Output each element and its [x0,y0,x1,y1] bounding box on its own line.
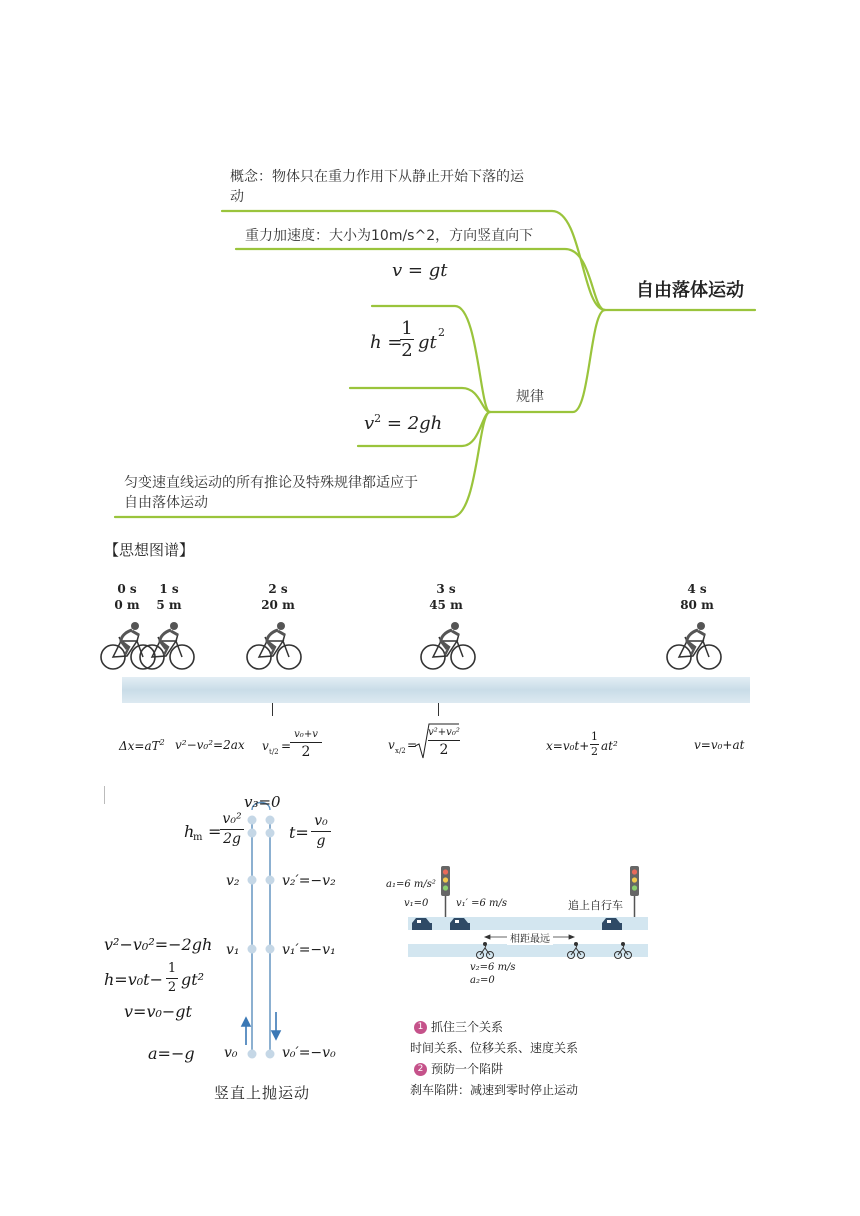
bike-acceleration-label: a₂=0 [470,975,495,986]
formula-h-denominator: 2 [401,340,413,361]
time-label: 1 s [159,582,179,596]
cyclist-4s-icon [667,622,721,669]
point-2-badge: 2 [414,1063,427,1076]
road-strip [122,677,750,703]
bike-velocity-label: v₂=6 m/s [470,962,516,973]
mid-time-v: v [262,739,269,753]
formula-v2-ax: v²−v₀²=2ax [175,738,245,752]
hm-subscript: m [193,832,203,843]
formula-mid-time-velocity: v t/2 = v₀+v 2 [262,728,322,764]
distance-label: 5 m [156,598,182,612]
inference-line-1: 匀变速直线运动的所有推论及特殊规律都适应于 [124,475,418,491]
eq2-rhs: gt² [181,970,205,989]
cyclist-3s-icon [421,622,475,669]
marker-tick [272,703,273,716]
eq-velocity: v=v₀−gt [124,1002,192,1021]
time-label: 0 s [117,582,137,596]
cyclists [0,620,860,675]
hm-lhs: h [184,822,195,841]
cyclist-2s-icon [247,622,301,669]
eq-velocity-displacement: v²−v₀²=−2gh [104,935,213,954]
formula-mid-position-velocity: v x/2 = v²+v₀² 2 [388,720,460,764]
formula-h-numerator: 1 [401,318,413,339]
eq2-denominator: 2 [167,980,177,995]
formula-v2-lhs: v [364,413,375,434]
formula-v2-rhs: = 2gh [386,413,443,434]
time-point-0 [110,581,144,613]
displacement-denominator: 2 [591,745,598,758]
hm-denominator: 2g [223,831,241,847]
hm-numerator: v₀² [220,810,244,830]
vertical-throw-title: 竖直上抛运动 [214,1084,311,1102]
formula-v-squared [364,412,442,434]
v3-label: v₃=0 [244,793,281,811]
formula-h-rhs: gt [418,332,437,353]
point-1-text: 抓住三个关系 [431,1020,504,1034]
v0-label: v₀ [224,1045,238,1061]
formula-v-gt: v = gt [392,260,448,281]
eq2-numerator: 1 [166,960,178,979]
car-acceleration-label: a₁=6 m/s² [386,879,436,890]
marker-tick [438,703,439,716]
distance-label: 0 m [114,598,140,612]
time-to-top-formula [289,812,339,856]
point-1-badge: 1 [414,1021,427,1034]
time-point-2 [257,581,299,613]
max-gap-label: 相距最远 [507,930,553,945]
t-denominator: g [316,833,326,849]
v2-label: v₂ [226,873,240,889]
formula-delta-x: $\Delta x=aT^2$ [119,738,165,753]
cyclist-1s-icon [140,622,194,669]
traffic-light-left-icon [441,866,450,918]
max-height-formula: h m = $\frac{\text{v₀²}}{2g}$ [184,810,244,854]
formula-velocity: v=v₀+at [694,738,745,752]
time-label: 2 s [268,582,288,596]
eq2-lhs: h=v₀t− [104,970,163,989]
concept-line-2: 动 [230,189,244,205]
concept-line-1: 概念：物体只在重力作用下从静止开始下落的运 [230,169,524,185]
rules-node: 规律 [516,389,544,405]
mid-position-numerator: v²+v₀² [428,726,460,741]
catch-up-label: 追上自行车 [568,899,623,912]
displacement-lhs: x=v₀t+ [546,739,590,753]
time-point-4 [676,581,718,613]
displacement-numerator: 1 [591,730,598,743]
point-1-detail: 时间关系、位移关系、速度关系 [410,1041,579,1055]
t-numerator: v₀ [311,812,331,832]
formula-v2-exponent: 2 [374,412,382,425]
point-2-text: 预防一个陷阱 [431,1062,504,1076]
point-2-detail: 刹车陷阱：减速到零时停止运动 [410,1083,579,1097]
gravity-text: 重力加速度：大小为10m/s^2，方向竖直向下 [245,228,534,244]
distance-label: 45 m [429,598,463,612]
left-margin-line [104,786,105,804]
time-label: 3 s [436,582,456,596]
t-lhs: t= [289,823,309,842]
formula-h-exponent: 2 [438,326,445,339]
v2-prime-label: v₂′=−v₂ [282,873,336,889]
mid-position-v: v [388,738,395,752]
distance-label: 80 m [680,598,714,612]
point-1 [414,1018,503,1035]
formula-delta-x-text: Δx=aT [119,739,160,753]
distance-label: 20 m [261,598,295,612]
concept-text [230,167,524,207]
traffic-light-right-icon [630,866,639,918]
car-velocity-label: v₁′ =6 m/s [456,898,508,909]
inference-line-2: 自由落体运动 [124,495,208,511]
mid-time-denominator: 2 [301,744,311,760]
time-point-1 [152,581,186,613]
formula-displacement [546,728,646,764]
root-node: 自由落体运动 [636,280,744,301]
point-2 [414,1060,503,1077]
v1-label: v₁ [226,942,240,958]
v0-prime-label: v₀′=−v₀ [282,1045,336,1061]
pursuit-scene [400,862,650,972]
car-initial-velocity-label: v₁=0 [404,898,429,909]
formula-h-lhs: h = [370,332,403,353]
eq-displacement [104,960,224,1000]
eq-acceleration: a=−g [148,1044,195,1063]
section-title: 【思想图谱】 [104,541,195,559]
v1-prime-label: v₁′=−v₁ [282,942,336,958]
time-label: 4 s [687,582,707,596]
mid-position-denominator: 2 [439,742,449,758]
time-point-3 [425,581,467,613]
displacement-rhs: at² [601,739,618,753]
mid-time-numerator: v₀+v [290,728,322,743]
inference-text [124,473,418,513]
